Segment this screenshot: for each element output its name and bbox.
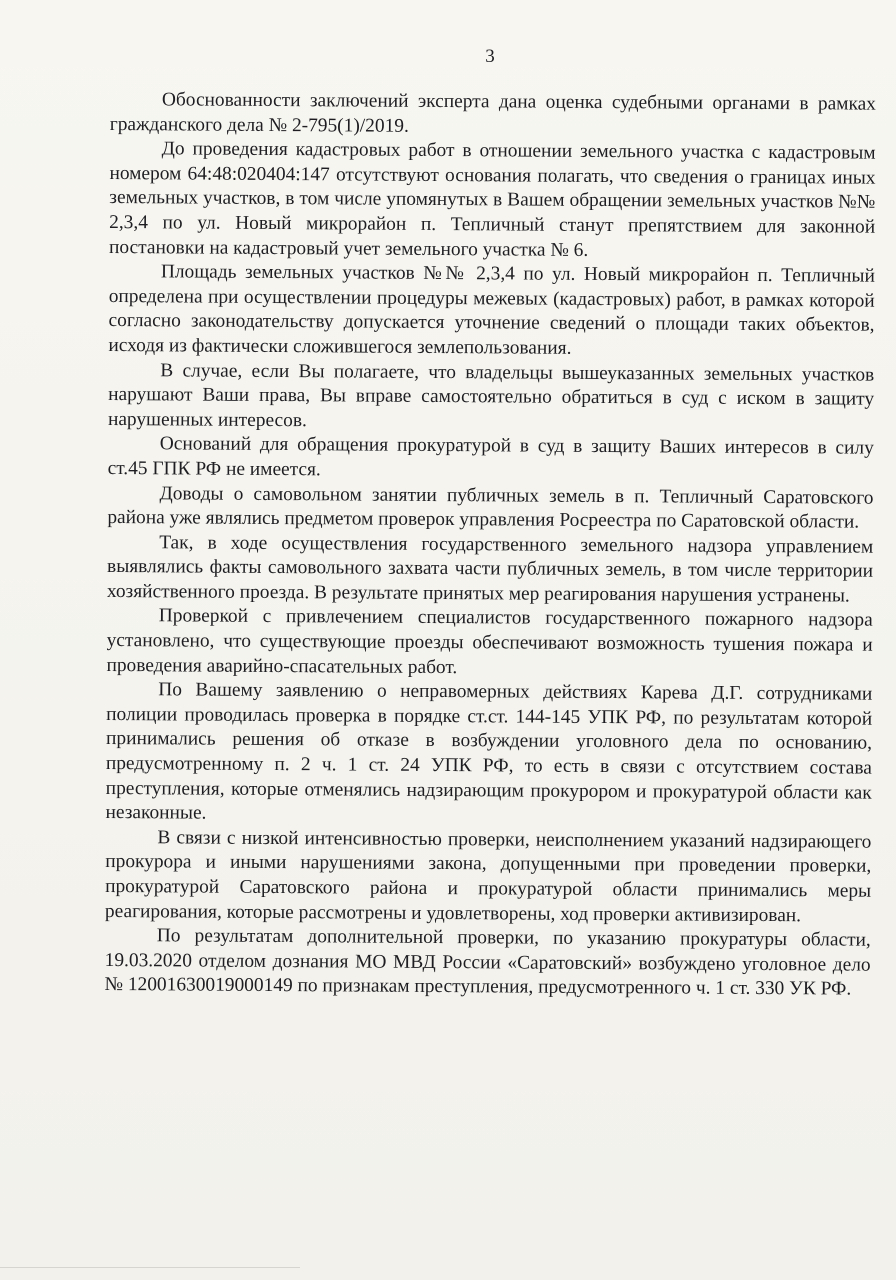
page-number: 3	[485, 46, 495, 67]
paragraph-criminal-case: По результатам дополнительной проверки, по указанию прокуратуры области, 19.03.2020 отделом дознания МО МВД России «Саратовский» возбуждено уголовное дело № 12001630019000149 по признакам преступления, предусмотренного ч. 1 ст. 330 УК РФ.	[104, 925, 871, 1000]
paragraph-response-measures: В связи с низкой интенсивностью проверки, неисполнением указаний надзирающего прокурора и иными нарушениями закона, допущенными при проведении проверки, прокуратурой Саратовского района и прокуратурой области принимались меры реагирования, которые рассмотрены и удовлетворены, ход проверки активизирован.	[104, 827, 872, 926]
paragraph-right-to-sue: В случае, если Вы полагаете, что владельцы вышеуказанных земельных участков нарушают Ваши права, Вы вправе самостоятельно обратиться в суд с иском в защиту нарушенных интересов.	[107, 359, 875, 431]
paragraph-cadastral-works: До проведения кадастровых работ в отношении земельного участка с кадастровым номером 64:48:020404:147 отсутствуют основания полагать, что сведения о границах иных земельных участков, в том числе упомянутых в Вашем обращении земельных участков №№ 2,3,4 по ул. Новый микрорайон п. Тепличный станут препятствием для законной постановки на кадастровый учет земельного участка № 6.	[108, 138, 876, 261]
paragraph-police-check: По Вашему заявлению о неправомерных действиях Карева Д.Г. сотрудниками полиции проводилась проверка в порядке ст.ст. 144-145 УПК РФ, по результатам которой принимались решения об отказе в возбуждении уголовного дела по основанию, предусмотренному п. 2 ч. 1 ст. 24 УПК РФ, то есть в связи с отсутствием состава преступления, которые отменялись надзирающим прокурором и прокуратурой области как незаконные.	[105, 679, 873, 824]
paragraph-plot-area: Площадь земельных участков №№ 2,3,4 по ул. Новый микрорайон п. Тепличный определена при осуществлении процедуры межевых (кадастровых) работ, в рамках которой согласно законодательству допускается уточнение сведений о площади таких объектов, исходя из фактически сложившегося землепользования.	[108, 261, 875, 359]
letter-body	[104, 88, 876, 1003]
paragraph-expert-assessment: Обоснованности заключений эксперта дана оценка судебными органами в рамках гражданского дела № 2-795(1)/2019.	[109, 89, 876, 137]
paragraph-fire-supervision: Проверкой с привлечением специалистов государственного пожарного надзора установлено, что существующие проезды обеспечивают возможность тушения пожара и проведения аварийно-спасательных работ.	[106, 605, 873, 678]
paragraph-land-supervision: Так, в ходе осуществления государственного земельного надзора управлением выявлялись факты самовольного захвата части публичных земель, в том числе территории хозяйственного проезда. В результате принятых мер реагирования нарушения устранены.	[106, 531, 874, 607]
paragraph-no-grounds: Оснований для обращения прокуратурой в суд в защиту Ваших интересов в силу ст.45 ГПК РФ не имеется.	[107, 433, 874, 481]
scan-edge-line	[0, 1267, 300, 1268]
paragraph-public-lands: Доводы о самовольном занятии публичных земель в п. Тепличный Саратовского района уже являлись предметом проверок управления Росреестра по Саратовской области.	[107, 482, 874, 533]
